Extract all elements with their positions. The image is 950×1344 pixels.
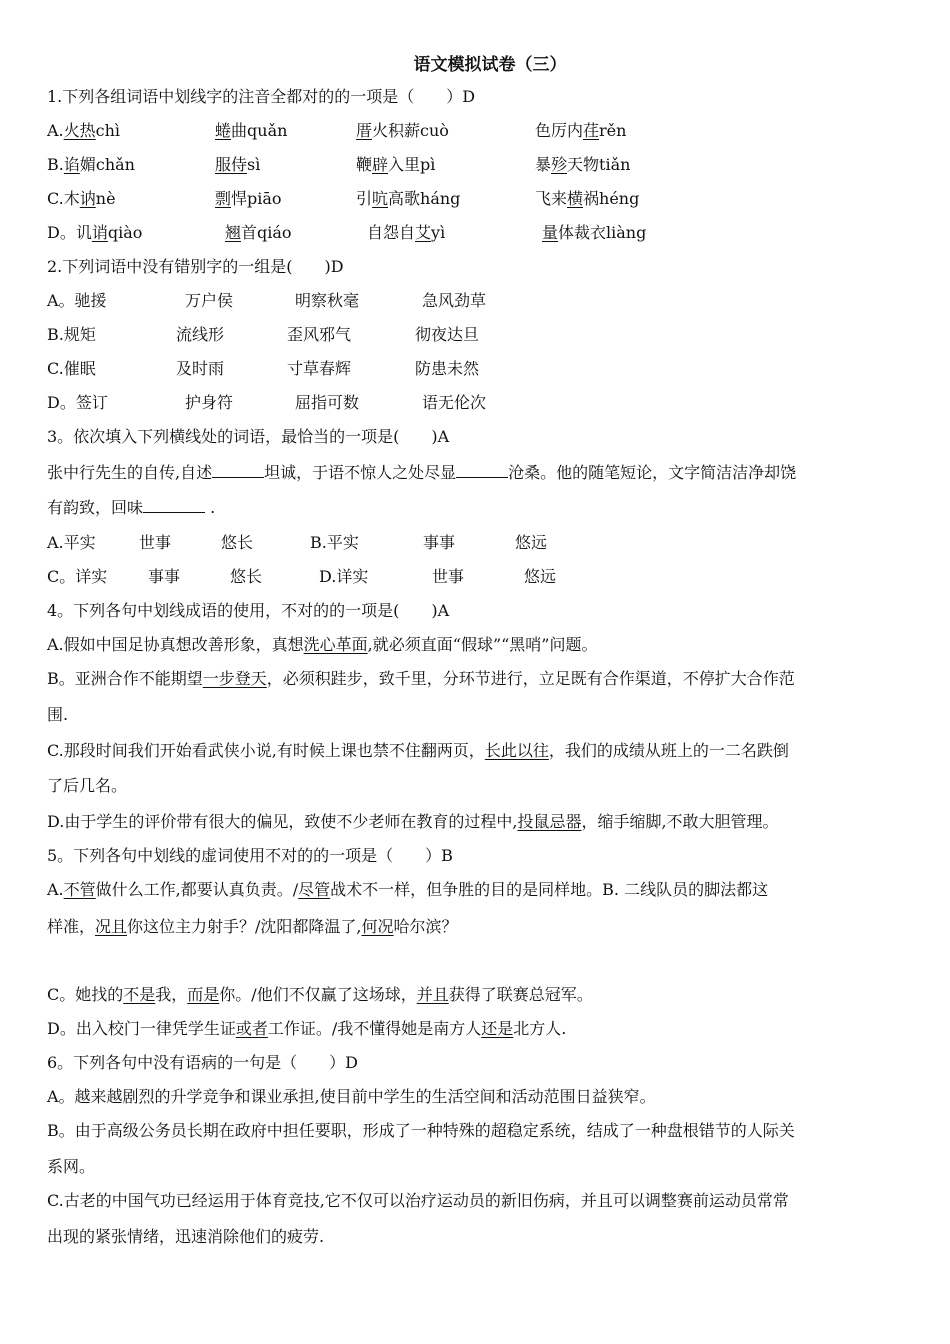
- q6-option-b-cont: 系网。: [47, 1157, 96, 1176]
- q3-passage-line-1: 张中行先生的自传,自述 坦诚，于语不惊人之处尽显 沧桑。他的随笔短论，文字简洁洁净却饶: [47, 463, 797, 482]
- question-4-stem: 4。下列各句中划线成语的使用，不对的的一项是( )A: [47, 601, 450, 620]
- question-1-stem: 1.下列各组词语中划线字的注音全都对的的一项是（ ）D: [47, 87, 476, 106]
- q5-option-c: C。她找的不是我，而是你。/他们不仅赢了这场球，并且获得了联赛总冠军。: [47, 985, 593, 1004]
- q4-option-b-cont: 围.: [47, 705, 69, 724]
- q3-passage-line-2: 有韵致，回味 .: [47, 498, 216, 517]
- q5-options-ab: A.不管做什么工作,都要认真负责。/尽管战术不一样，但争胜的目的是同样地。B. 二线队员的脚法都这: [47, 880, 769, 899]
- q4-option-a: A.假如中国足协真想改善形象，真想洗心革面,就必须直面“假球”“黑哨”问题。: [47, 635, 598, 654]
- q5-options-b-cont: 样准，况且你这位主力射手？/沈阳都降温了,何况哈尔滨？: [47, 917, 458, 936]
- q6-option-c-cont: 出现的紧张情绪，迅速消除他们的疲劳.: [47, 1227, 325, 1246]
- page-title: 语文模拟试卷（三）: [413, 55, 567, 75]
- q4-option-b: B。亚洲合作不能期望一步登天，必须积跬步，致千里，分环节进行，立足既有合作渠道，不停扩大合作范: [47, 669, 795, 688]
- question-3-stem: 3。依次填入下列横线处的词语，最恰当的一项是( )A: [47, 427, 450, 446]
- question-6-stem: 6。下列各句中没有语病的一句是（ ）D: [47, 1053, 359, 1072]
- fill-blank-1[interactable]: [212, 463, 264, 478]
- q4-option-c: C.那段时间我们开始看武侠小说,有时候上课也禁不住翻两页，长此以往，我们的成绩从班上的一二名跌倒: [47, 741, 789, 760]
- fill-blank-3[interactable]: [143, 498, 205, 513]
- question-2-stem: 2.下列词语中没有错别字的一组是( )D: [47, 257, 344, 276]
- q6-option-a: A。越来越剧烈的升学竞争和课业承担,使目前中学生的生活空间和活动范围日益狭窄。: [47, 1087, 656, 1106]
- question-5-stem: 5。下列各句中划线的虚词使用不对的的一项是（ ）B: [47, 846, 453, 865]
- q4-option-d: D.由于学生的评价带有很大的偏见，致使不少老师在教育的过程中,投鼠忌器，缩手缩脚,不敢大胆管理。: [47, 812, 779, 831]
- q5-option-d: D。出入校门一律凭学生证或者工作证。/我不懂得她是南方人还是北方人.: [47, 1019, 567, 1038]
- q6-option-c: C.古老的中国气功已经运用于体育竞技,它不仅可以治疗运动员的新旧伤病，并且可以调整赛前运动员常常: [47, 1191, 789, 1210]
- q4-option-c-cont: 了后几名。: [47, 776, 128, 795]
- q6-option-b: B。由于高级公务员长期在政府中担任要职，形成了一种特殊的超稳定系统，结成了一种盘根错节的人际关: [47, 1121, 795, 1140]
- fill-blank-2[interactable]: [456, 463, 508, 478]
